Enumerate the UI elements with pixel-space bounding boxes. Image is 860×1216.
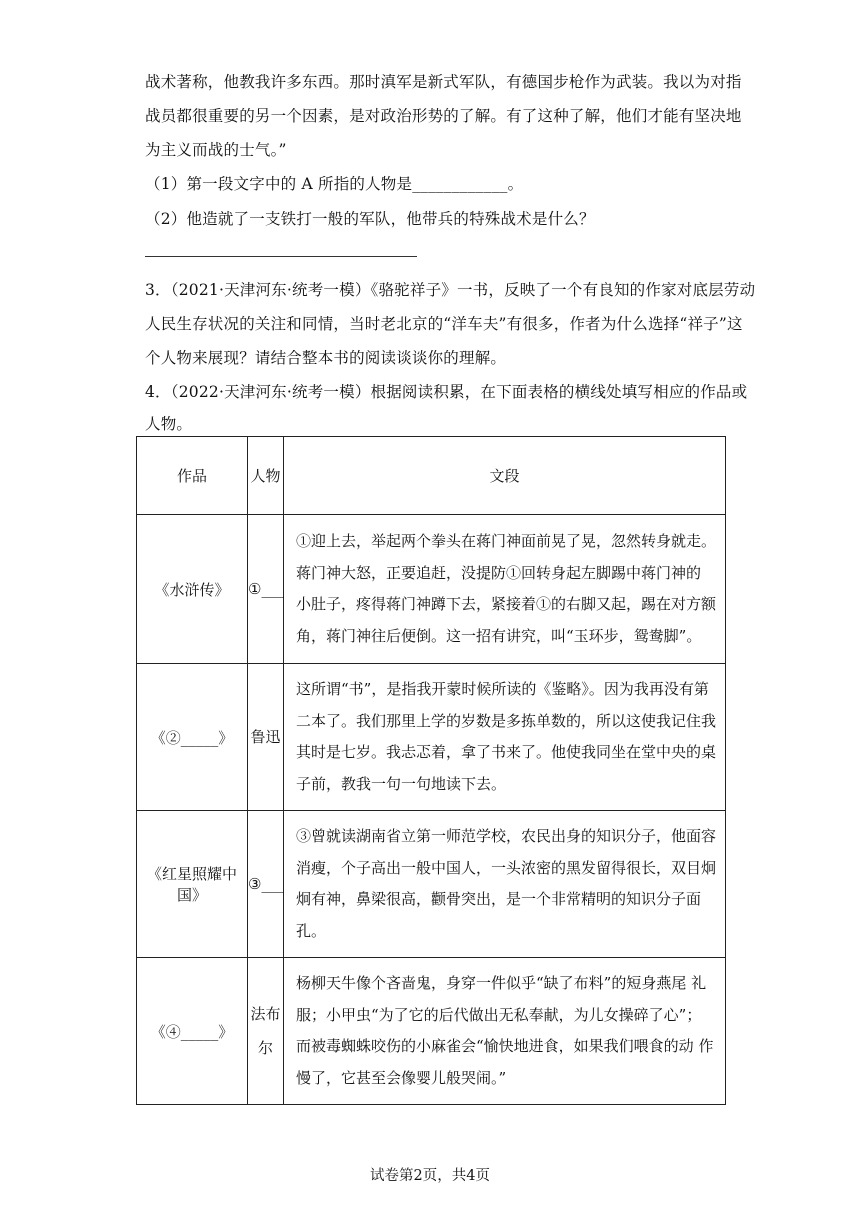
person-cell: 鲁迅 — [248, 664, 284, 811]
page-footer: 试卷第2页，共4页 — [370, 1168, 490, 1184]
person-cell: ①___ — [248, 515, 284, 664]
question-2-subquestion-1: （1）第一段文字中的 A 所指的人物是____________。 — [145, 175, 524, 193]
question-4-line-1: 4．（2022·天津河东·统考一模）根据阅读积累，在下面表格的横线处填写相应的作品或 — [145, 383, 748, 401]
question-3-line-1: 3．（2021·天津河东·统考一模）《骆驼祥子》一书，反映了一个有良知的作家对底层劳动 — [145, 281, 756, 299]
table-header-row — [137, 437, 726, 515]
work-cell: 《④_____》 — [137, 958, 248, 1105]
passage-cell: 杨柳天牛像个吝啬鬼，身穿一件似乎“缺了布料”的短身燕尾 礼服；小甲虫“为了它的后代做出无私奉献，为儿女操碎了心”； 而被毒蜘蛛咬伤的小麻雀会“愉快地进食，如果我们喂食的动 作慢了，它甚至会像婴儿般哭闹。” — [284, 958, 726, 1105]
table-row — [137, 811, 726, 958]
intro-line-2: 战员都很重要的另一个因素，是对政治形势的了解。有了这种了解，他们才能有坚决地 — [145, 107, 742, 125]
question-2-subquestion-2: （2）他造就了一支铁打一般的军队，他带兵的特殊战术是什么？ — [145, 210, 595, 228]
reading-table — [136, 436, 726, 1105]
passage-cell: 这所谓“书”，是指我开蒙时候所读的《鉴略》。因为我再没有第二本了。我们那里上学的岁数是多拣单数的，所以这使我记住我其时是七岁。我忐忑着，拿了书来了。他使我同坐在堂中央的桌子前，教我一句一句地读下去。 — [284, 664, 726, 811]
question-3-line-3: 个人物来展现？请结合整本书的阅读谈谈你的理解。 — [145, 349, 507, 367]
work-cell: 《②_____》 — [137, 664, 248, 811]
person-cell: 法布尔 — [248, 958, 284, 1105]
intro-line-3: 为主义而战的士气。” — [145, 141, 287, 159]
work-cell: 《水浒传》 — [137, 515, 248, 664]
question-3-line-2: 人民生存状况的关注和同情，当时老北京的“洋车夫”有很多，作者为什么选择“祥子”这 — [145, 315, 743, 333]
passage-cell: ①迎上去，举起两个拳头在蒋门神面前晃了晃，忽然转身就走。蒋门神大怒，正要追赶，没提防①回转身起左脚踢中蒋门神的 小肚子，疼得蒋门神蹲下去，紧接着①的右脚又起，踢在对方额角，蒋门神往后便倒。这一招有讲究，叫“玉环步，鸳鸯脚”。 — [284, 515, 726, 664]
table-row — [137, 515, 726, 664]
answer-line — [145, 256, 417, 257]
question-4-line-2: 人物。 — [145, 415, 193, 433]
intro-line-1: 战术著称，他教我许多东西。那时滇军是新式军队，有德国步枪作为武装。我以为对指 — [145, 73, 742, 91]
work-cell: 《红星照耀中国》 — [137, 811, 248, 958]
table-row — [137, 664, 726, 811]
person-cell: ③___ — [248, 811, 284, 958]
header-passage: 文段 — [284, 437, 726, 515]
header-person: 人物 — [248, 437, 284, 515]
passage-cell: ③曾就读湖南省立第一师范学校，农民出身的知识分子，他面容消瘦，个子高出一般中国人，一头浓密的黑发留得很长，双目炯炯有神，鼻梁很高，颧骨突出，是一个非常精明的知识分子面孔。 — [284, 811, 726, 958]
header-work: 作品 — [137, 437, 248, 515]
table-row — [137, 958, 726, 1105]
